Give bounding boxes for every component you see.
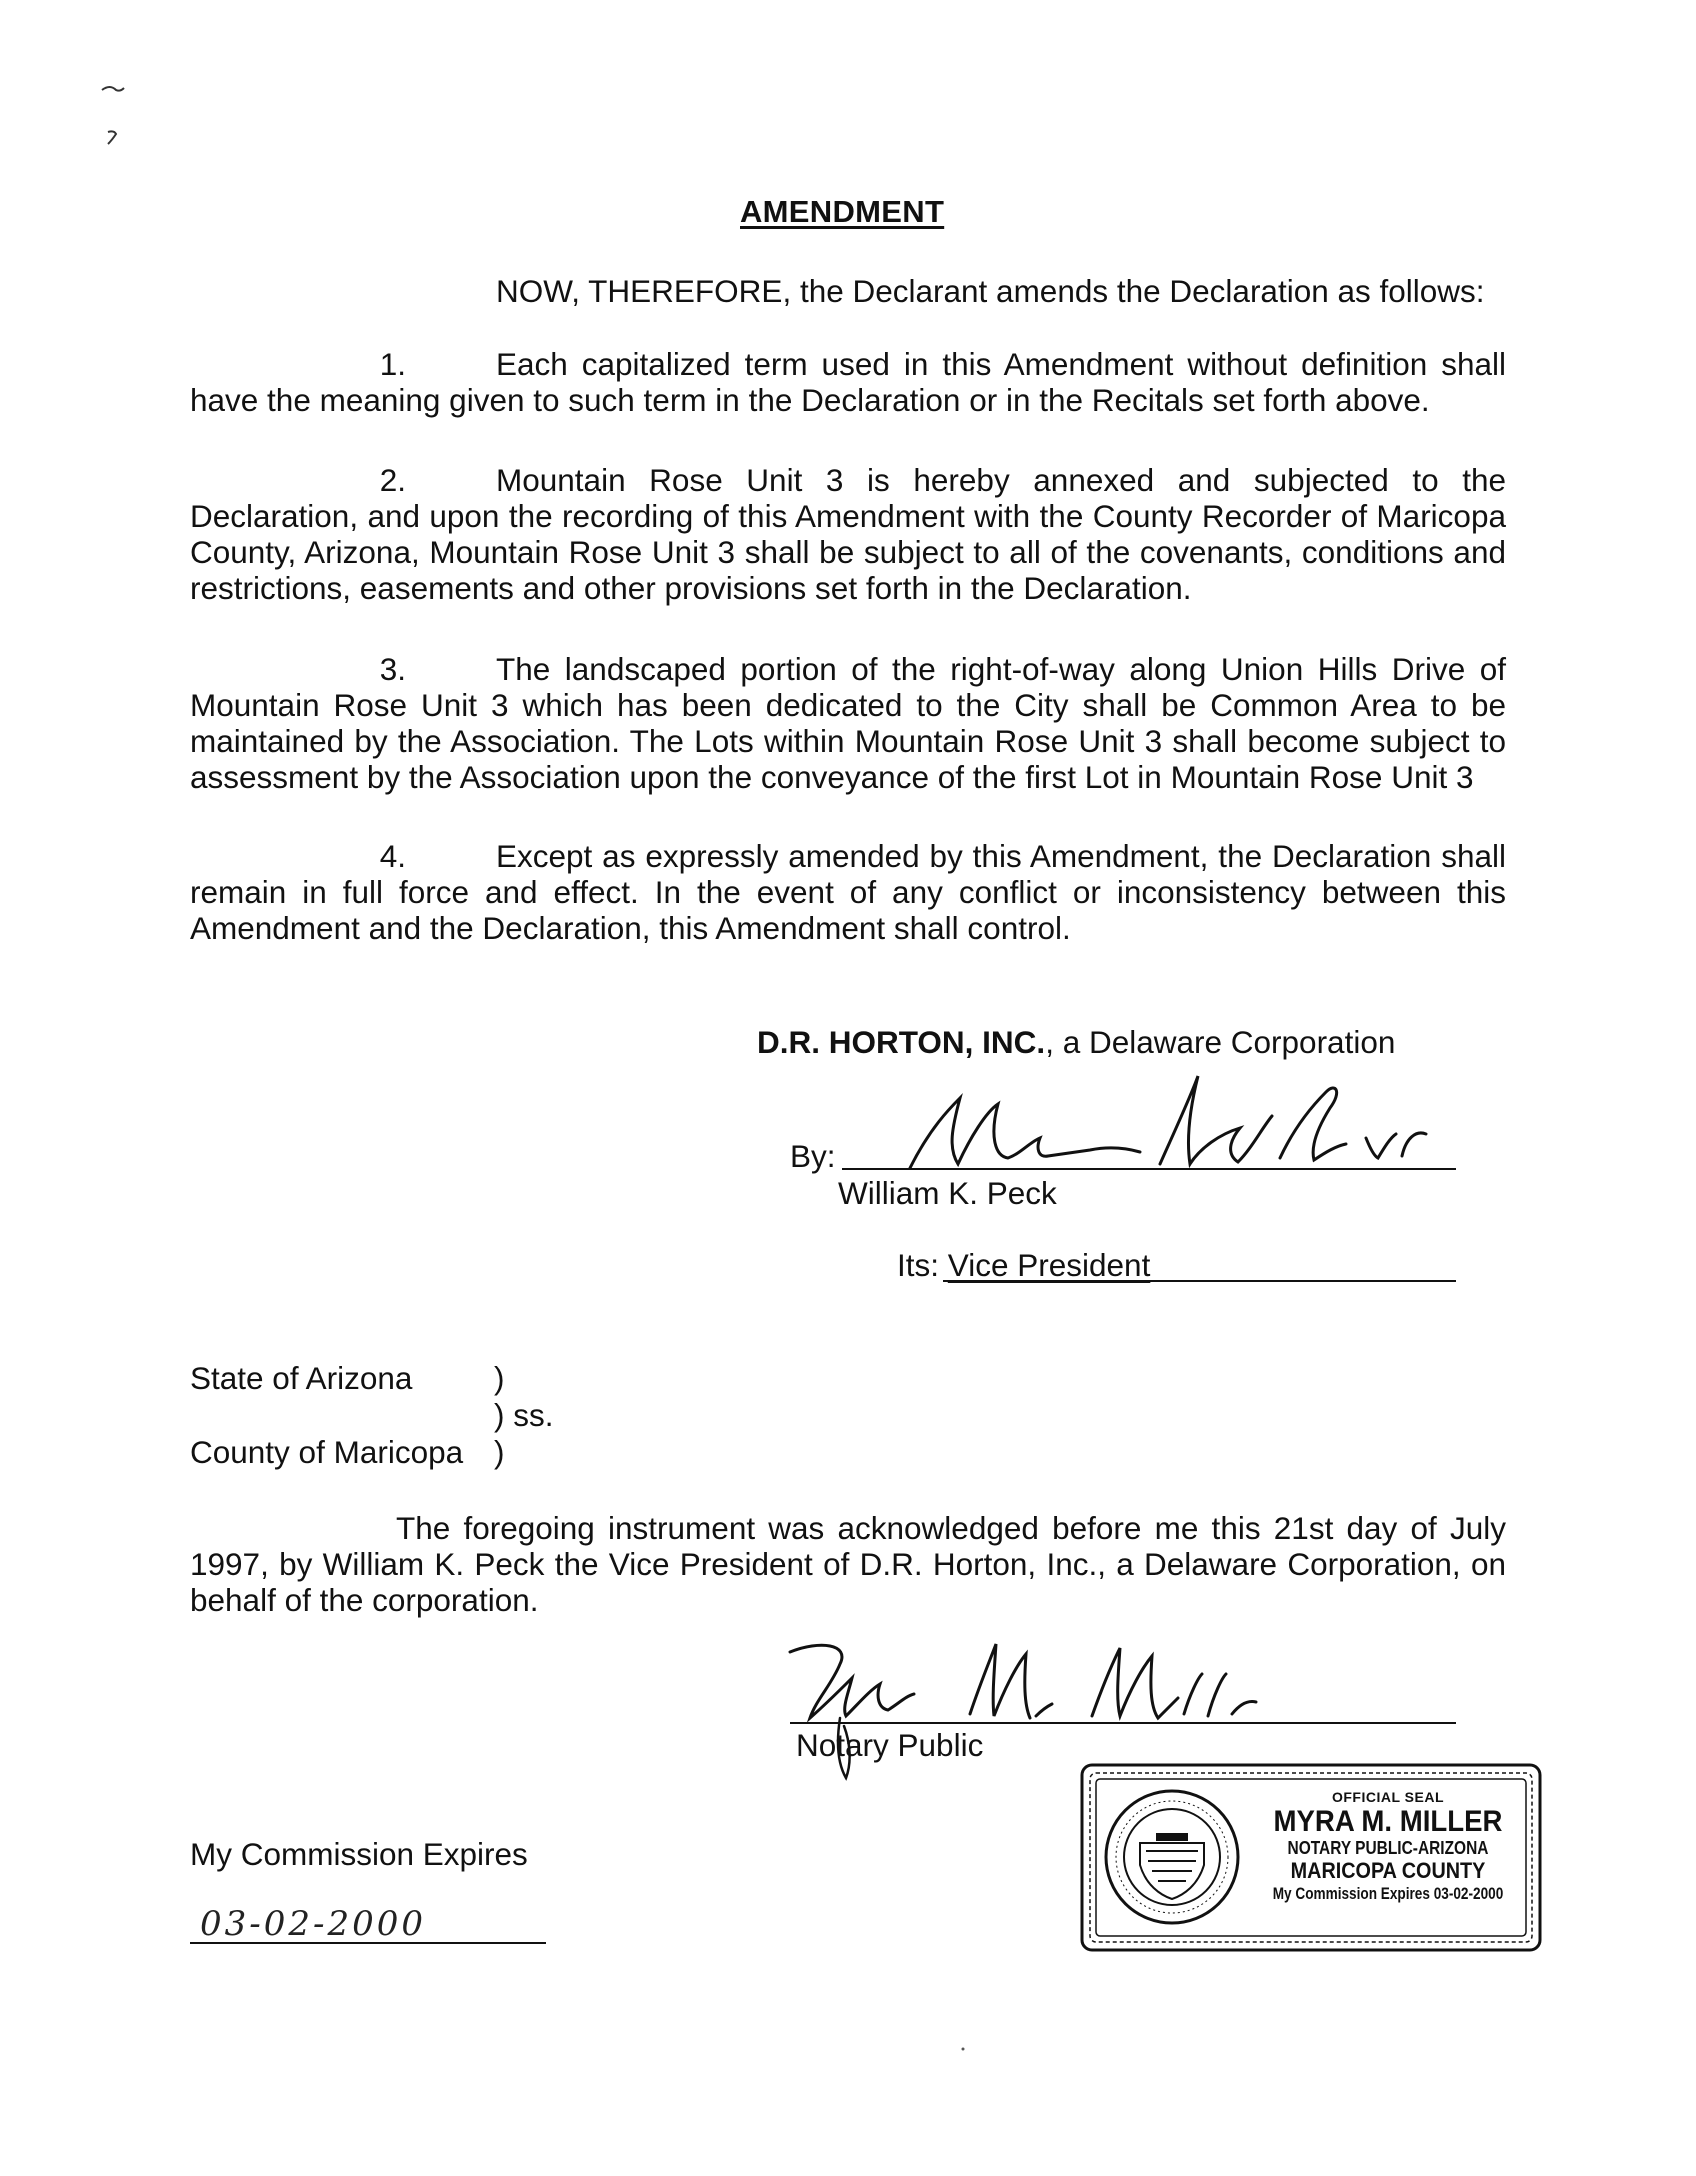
paragraph-number: 1. (379, 346, 406, 382)
commission-label: My Commission Expires (190, 1836, 528, 1872)
venue-paren: ) (494, 1360, 505, 1396)
its-line (897, 1247, 1150, 1283)
paragraph-3 (190, 651, 1506, 795)
seal-line-1: NOTARY PUBLIC-ARIZONA (1287, 1838, 1489, 1858)
paragraph-number: 2. (379, 462, 406, 498)
venue-state: State of Arizona (190, 1360, 413, 1396)
by-label: By: (790, 1138, 836, 1174)
paragraph-1 (190, 346, 1506, 418)
its-underline (943, 1280, 1456, 1282)
notary-label: Notary Public (796, 1727, 984, 1763)
company-line (757, 1024, 1395, 1060)
seal-expires: My Commission Expires 03-02-2000 (1272, 1884, 1504, 1903)
seal-text-block (1238, 1789, 1538, 1905)
company-suffix: , a Delaware Corporation (1045, 1024, 1396, 1060)
notary-seal-stamp (1078, 1761, 1544, 1954)
its-label: Its: (897, 1247, 940, 1283)
seal-header: OFFICIAL SEAL (1331, 1789, 1445, 1805)
venue-ss: ) ss. (494, 1397, 554, 1433)
paragraph-text: Each capitalized term used in this Amendment without definition shall have the meaning given to such term in the Declaration or in the Recitals set forth above. (190, 346, 1506, 418)
scan-mark (96, 80, 136, 160)
paragraph-text: Except as expressly amended by this Amendment, the Declaration shall remain in full force and effect. In the event of any conflict or inconsistency between this Amendment and the Declaration, this Amendment shall control. (190, 838, 1506, 946)
acknowledgment-paragraph (190, 1510, 1506, 1618)
intro-line: NOW, THEREFORE, the Declarant amends the Declaration as follows: (496, 273, 1485, 309)
scan-dot (958, 2044, 968, 2054)
paragraph-text: Mountain Rose Unit 3 is hereby annexed and subjected to the Declaration, and upon the recording of this Amendment with the County Recorder of Maricopa County, Arizona, Mountain Rose Unit 3 shall be subject to all of the covenants, conditions and restrictions, easements and other provisions set forth in the Declaration. (190, 462, 1506, 606)
company-name: D.R. HORTON, INC. (757, 1024, 1046, 1060)
notary-signature-line (790, 1722, 1456, 1724)
commission-date: 03-02-2000 (200, 1904, 427, 1944)
paragraph-text: The landscaped portion of the right-of-way along Union Hills Drive of Mountain Rose Unit 3 which has been dedicated to the City shall be Common Area to be maintained by the Association. The Lots within Mountain Rose Unit 3 shall become subject to assessment by the Association upon the conveyance of the first Lot in Mountain Rose Unit 3 (190, 651, 1506, 795)
paragraph-4 (190, 838, 1506, 946)
commission-date-line (190, 1942, 546, 1944)
acknowledgment-text: The foregoing instrument was acknowledged before me this 21st day of July 1997, by William K. Peck the Vice President of D.R. Horton, Inc., a Delaware Corporation, on behalf of the corporation. (190, 1510, 1506, 1618)
signer-name: William K. Peck (838, 1175, 1057, 1211)
document-title: AMENDMENT (740, 194, 945, 229)
paragraph-2 (190, 462, 1506, 606)
signature-peck (890, 1068, 1430, 1178)
seal-name: MYRA M. MILLER (1273, 1805, 1503, 1838)
venue-county: County of Maricopa (190, 1434, 464, 1470)
venue-paren: ) (494, 1434, 505, 1470)
its-value: Vice President (947, 1247, 1151, 1283)
paragraph-number: 3. (379, 651, 406, 687)
seal-line-2: MARICOPA COUNTY (1290, 1858, 1486, 1883)
arizona-state-seal (1106, 1791, 1238, 1923)
paragraph-number: 4. (379, 838, 406, 874)
